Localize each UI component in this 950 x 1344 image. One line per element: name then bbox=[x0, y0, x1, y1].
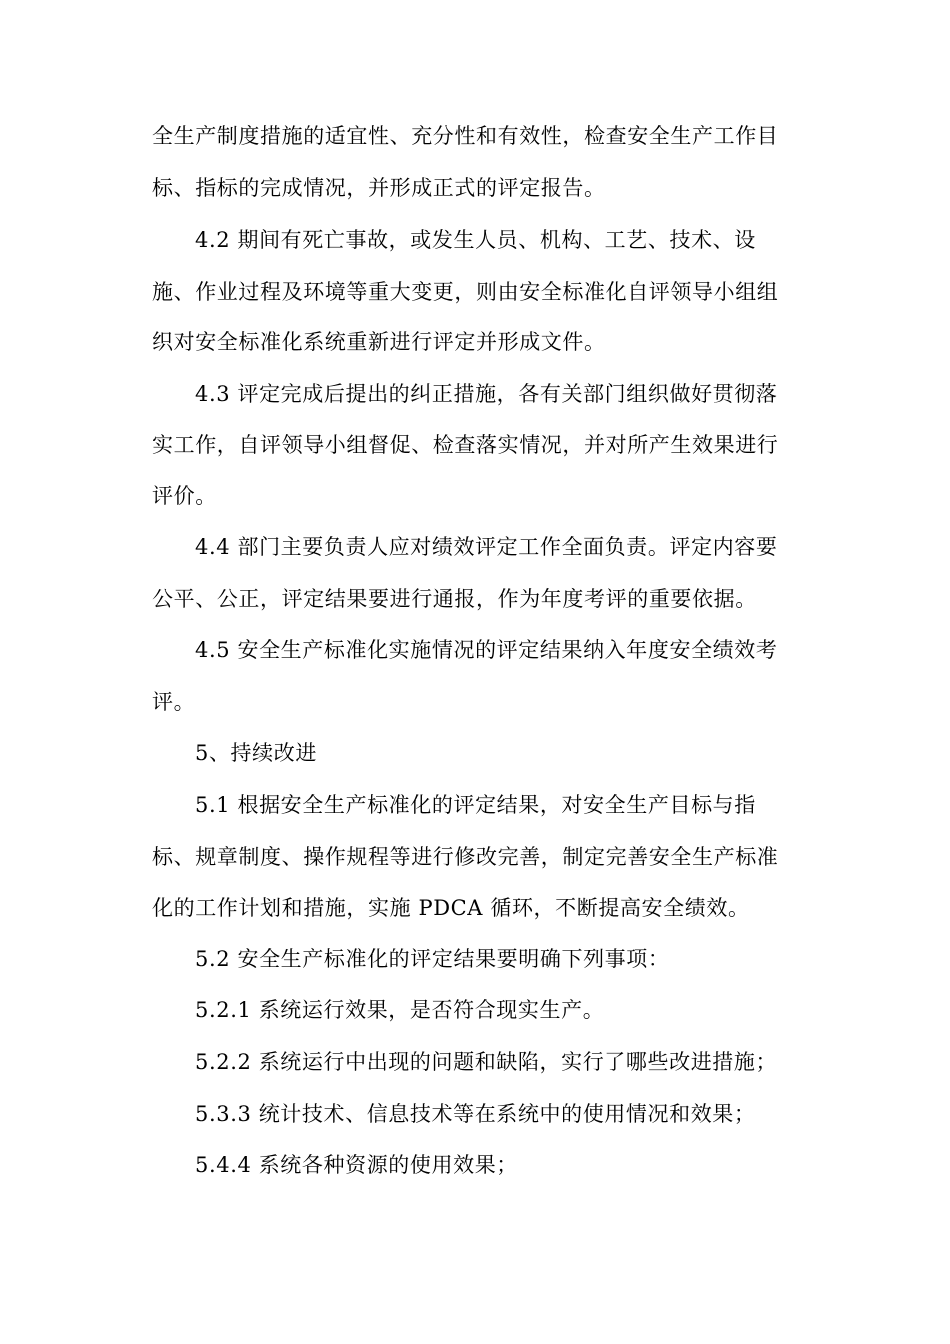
paragraph-line: 4.3 评定完成后提出的纠正措施，各有关部门组织做好贯彻落 bbox=[195, 382, 778, 406]
paragraph-line: 5.2 安全生产标准化的评定结果要明确下列事项： bbox=[195, 947, 670, 971]
list-item: 5.2.2 系统运行中出现的问题和缺陷，实行了哪些改进措施； bbox=[195, 1050, 778, 1074]
paragraph-line: 评。 bbox=[152, 690, 196, 714]
paragraph-line: 4.5 安全生产标准化实施情况的评定结果纳入年度安全绩效考 bbox=[195, 638, 778, 662]
paragraph-line: 4.2 期间有死亡事故，或发生人员、机构、工艺、技术、设 bbox=[195, 228, 756, 252]
section-heading: 5、持续改进 bbox=[195, 741, 317, 765]
list-item: 5.2.1 系统运行效果，是否符合现实生产。 bbox=[195, 998, 605, 1022]
paragraph-line: 全生产制度措施的适宜性、充分性和有效性，检查安全生产工作目 bbox=[152, 124, 779, 148]
paragraph-line: 评价。 bbox=[152, 484, 217, 508]
list-item: 5.4.4 系统各种资源的使用效果； bbox=[195, 1153, 518, 1177]
paragraph-line: 织对安全标准化系统重新进行评定并形成文件。 bbox=[152, 330, 606, 354]
paragraph-line: 4.4 部门主要负责人应对绩效评定工作全面负责。评定内容要 bbox=[195, 535, 778, 559]
paragraph-line: 公平、公正，评定结果要进行通报，作为年度考评的重要依据。 bbox=[152, 587, 757, 611]
paragraph-line: 施、作业过程及环境等重大变更，则由安全标准化自评领导小组组 bbox=[152, 280, 779, 304]
paragraph-line: 5.1 根据安全生产标准化的评定结果，对安全生产目标与指 bbox=[195, 793, 756, 817]
paragraph-line: 标、指标的完成情况，并形成正式的评定报告。 bbox=[152, 176, 606, 200]
paragraph-line: 实工作，自评领导小组督促、检查落实情况，并对所产生效果进行 bbox=[152, 433, 779, 457]
paragraph-line: 化的工作计划和措施，实施 PDCA 循环，不断提高安全绩效。 bbox=[152, 896, 750, 920]
list-item: 5.3.3 统计技术、信息技术等在系统中的使用情况和效果； bbox=[195, 1102, 756, 1126]
paragraph-line: 标、规章制度、操作规程等进行修改完善，制定完善安全生产标准 bbox=[152, 845, 779, 869]
